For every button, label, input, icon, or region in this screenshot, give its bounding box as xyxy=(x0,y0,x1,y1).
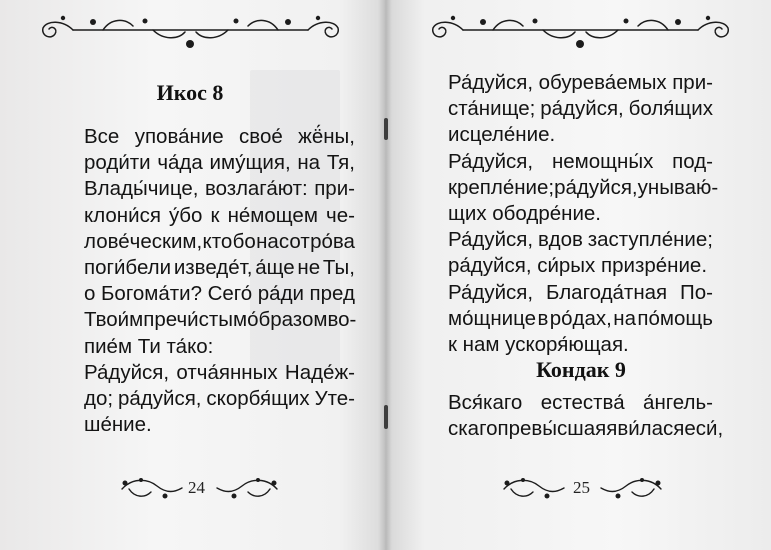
word: ра́дуйся, xyxy=(540,97,624,121)
text-line xyxy=(448,70,713,96)
text-line xyxy=(448,306,713,332)
word: изведе́т, xyxy=(173,256,253,280)
footer-ornament-left xyxy=(117,474,187,504)
word: естества́ xyxy=(540,391,625,414)
word: не xyxy=(297,256,321,280)
section-heading-ikos-8: Икос 8 xyxy=(156,80,224,105)
staple-bottom xyxy=(384,405,388,429)
word: немощны́х xyxy=(551,149,654,173)
text-line xyxy=(448,175,719,201)
text-line: ра́дуйся, си́рых призре́ние. xyxy=(448,254,708,278)
word: вдов xyxy=(537,228,583,252)
word: в xyxy=(537,306,549,330)
text-line xyxy=(84,281,355,307)
word: ро́ва xyxy=(310,229,355,253)
word: яви́лася xyxy=(606,417,685,441)
word: ра́ди xyxy=(257,282,304,306)
text-line xyxy=(448,416,724,442)
word: че- xyxy=(326,203,355,227)
word: ча́да xyxy=(157,151,203,175)
text-line xyxy=(448,280,713,306)
text-line xyxy=(84,124,355,150)
word: боля́щих xyxy=(628,97,713,121)
word: во- xyxy=(327,308,357,332)
word: унываю́- xyxy=(637,175,719,199)
page-number-right: 25 xyxy=(573,478,590,497)
word: о́бразом xyxy=(247,308,328,332)
word: при- xyxy=(314,177,355,201)
right-page-text-continued xyxy=(448,390,724,442)
left-page-text xyxy=(84,124,355,438)
top-floral-ornament xyxy=(33,12,348,52)
word: не́мощем xyxy=(227,203,318,227)
book-gutter xyxy=(378,0,392,550)
right-page xyxy=(386,0,771,550)
word: ра́дуйся, xyxy=(554,175,638,199)
text-line xyxy=(448,149,713,175)
text-line xyxy=(84,150,355,176)
footer-ornament-right xyxy=(596,474,666,504)
word: Все xyxy=(84,125,120,148)
word: иму́щия, xyxy=(209,151,291,175)
word: а́нгель- xyxy=(643,391,713,414)
top-floral-ornament xyxy=(423,12,738,52)
word: пред xyxy=(309,282,355,306)
word: Ра́дуйся, xyxy=(84,360,170,384)
text-line: ше́ние. xyxy=(84,413,152,437)
word: Ра́дуйся, xyxy=(448,228,534,252)
section-heading-kondak-9: Кондак 9 xyxy=(536,357,626,382)
word: при- xyxy=(672,71,713,94)
text-line xyxy=(84,203,355,229)
word: ста́нище; xyxy=(448,97,536,121)
page-number-left: 24 xyxy=(188,478,205,497)
word: Сего́ xyxy=(207,282,253,306)
word: ро́дах, xyxy=(549,306,612,330)
word: отча́янных xyxy=(176,360,278,384)
word: упова́ние xyxy=(134,125,224,148)
word: заступле́ние; xyxy=(587,228,713,252)
word: Наде́ж- xyxy=(284,360,355,384)
word: роди́ти xyxy=(84,151,151,175)
word: Ра́дуйся, xyxy=(448,71,534,94)
text-line xyxy=(84,307,355,333)
word: о xyxy=(84,282,96,306)
word: обурева́емых xyxy=(538,71,667,94)
word: кто xyxy=(202,229,233,253)
word: жё́ны, xyxy=(298,125,355,148)
text-line xyxy=(84,386,355,412)
word: Вся́каго xyxy=(448,391,523,414)
staple-top xyxy=(384,118,388,140)
word: Богома́ти? xyxy=(100,282,202,306)
text-line: пие́м Ти та́ко: xyxy=(84,334,214,358)
word: а́ще xyxy=(255,256,295,280)
word: еси́, xyxy=(684,417,724,441)
word: По- xyxy=(680,280,713,304)
word: скаго xyxy=(448,417,498,441)
word: Благода́тная xyxy=(546,280,668,304)
word: Влады́чице, xyxy=(84,177,199,201)
footer-ornament-right xyxy=(212,474,282,504)
text-line xyxy=(84,360,355,386)
word: бо xyxy=(232,229,256,253)
word: скорбя́щих xyxy=(206,387,310,411)
word: Ты, xyxy=(322,256,355,280)
text-line xyxy=(84,229,355,255)
text-line xyxy=(448,227,713,253)
word: лове́ческим, xyxy=(84,229,203,253)
word: пречи́стым xyxy=(143,308,248,332)
word: крепле́ние; xyxy=(448,175,555,199)
text-line xyxy=(448,96,713,122)
text-line xyxy=(84,176,355,202)
word: Уте- xyxy=(314,387,355,411)
word: поги́бели xyxy=(84,256,172,280)
text-line: к нам ускоря́ющая. xyxy=(448,333,629,357)
word: на xyxy=(613,306,637,330)
word: нас xyxy=(256,229,290,253)
word: по́мощь xyxy=(637,306,713,330)
word: Твои́м xyxy=(84,308,144,332)
word: Ра́дуйся, xyxy=(448,149,534,173)
word: Ра́дуйся, xyxy=(448,280,534,304)
text-line: исцеле́ние. xyxy=(448,123,556,147)
word: на xyxy=(297,151,321,175)
right-page-text xyxy=(448,70,719,358)
word: под- xyxy=(672,149,713,173)
footer-ornament-left xyxy=(499,474,569,504)
word: возлага́ют: xyxy=(204,177,308,201)
word: мо́щнице xyxy=(448,306,537,330)
text-line: щих ободре́ние. xyxy=(448,202,601,226)
text-line xyxy=(84,255,355,281)
word: к xyxy=(210,203,220,227)
word: до; xyxy=(84,387,114,411)
word: ра́дуйся, xyxy=(117,387,202,411)
text-line xyxy=(448,390,713,416)
word: у́бо xyxy=(169,203,203,227)
word: превы́сшая xyxy=(497,417,607,441)
word: свое́ xyxy=(239,125,283,148)
word: Тя, xyxy=(326,151,355,175)
word: клони́ся xyxy=(84,203,161,227)
word: от xyxy=(289,229,310,253)
